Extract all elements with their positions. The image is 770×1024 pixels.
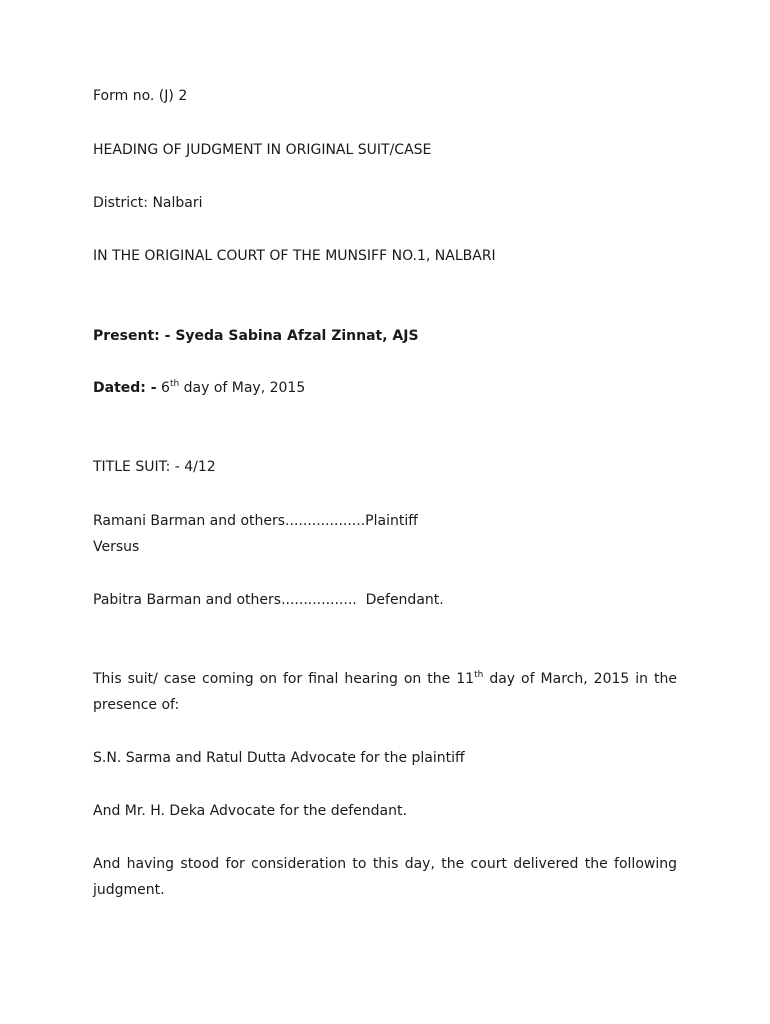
dated-rest: day of May, 2015 [183,380,306,396]
consideration-line-1: And having stood for consideration to this day, the court delivered the following [93,856,677,872]
hearing-day-suffix: th [474,670,484,680]
dated-label: Dated: - [93,380,157,396]
dated-line [93,379,305,397]
defendant-advocate-line: And Mr. H. Deka Advocate for the defendant. [93,803,407,819]
present-label: Present: - [93,328,171,344]
hearing-text-b: day of March, 2015 in the [489,671,678,687]
defendant-name: Pabitra Barman and others [93,592,282,608]
title-suit-line: TITLE SUIT: - 4/12 [93,459,216,475]
defendant-role: Defendant. [365,592,444,608]
dated-day: 6 [161,380,170,396]
plaintiff-name: Ramani Barman and others [93,513,286,529]
defendant-line [93,591,444,609]
plaintiff-advocates-line: S.N. Sarma and Ratul Dutta Advocate for the plaintiff [93,750,465,766]
district-line: District: Nalbari [93,195,203,211]
defendant-dots: ................. [281,592,357,608]
hearing-line-2: presence of: [93,697,180,713]
presiding-officer: Syeda Sabina Afzal Zinnat, AJS [175,328,419,344]
court-line: IN THE ORIGINAL COURT OF THE MUNSIFF NO.1, NALBARI [93,248,496,264]
form-number: Form no. (J) 2 [93,88,188,104]
versus-line: Versus [93,539,140,555]
hearing-line-1 [93,670,677,688]
dated-day-suffix: th [169,379,180,389]
plaintiff-line [93,512,418,530]
plaintiff-role: Plaintiff [365,513,418,529]
hearing-text-a: This suit/ case coming on for final hearing on the 11 [93,671,475,687]
consideration-line-2: judgment. [93,882,165,898]
plaintiff-dots: .................. [285,513,366,529]
judgment-heading: HEADING OF JUDGMENT IN ORIGINAL SUIT/CASE [93,142,432,158]
present-line [93,327,419,345]
